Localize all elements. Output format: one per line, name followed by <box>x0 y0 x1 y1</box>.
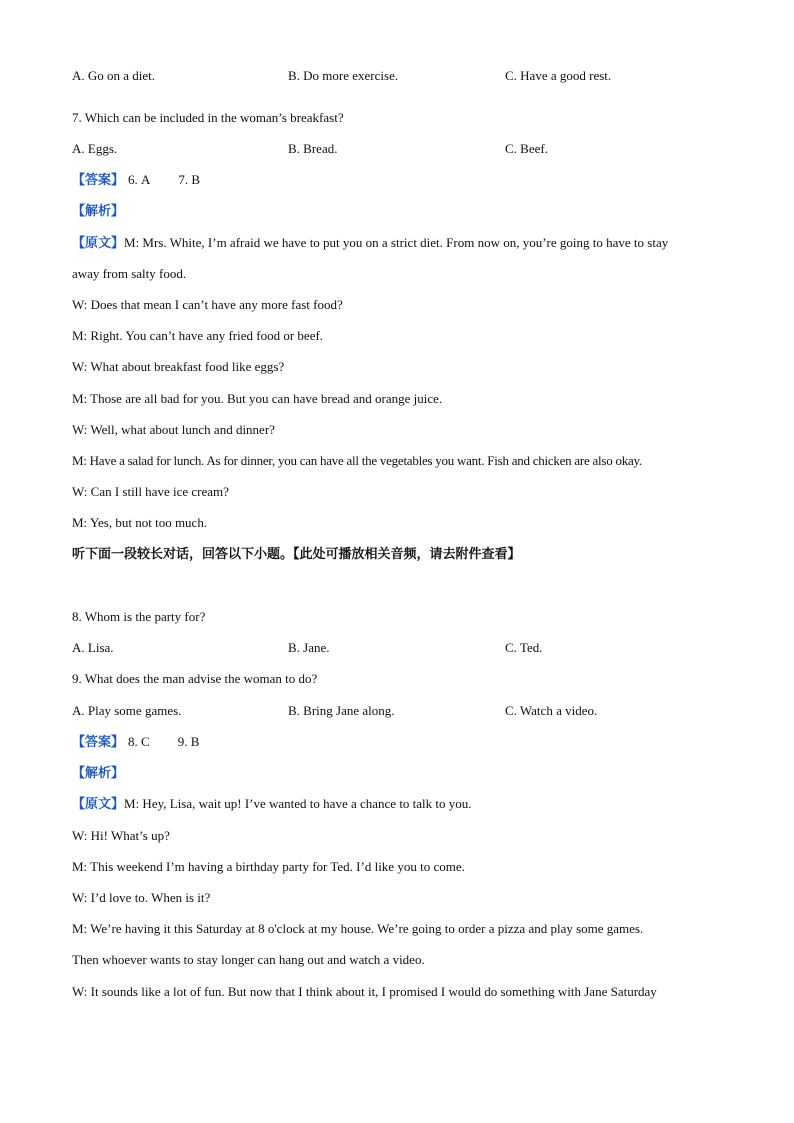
q9-option-b: B. Bring Jane along. <box>288 703 395 718</box>
q9-option-c: C. Watch a video. <box>505 703 598 718</box>
transcript1-line-1: away from salty food. <box>72 266 187 281</box>
transcript2-line-3: W: I’d love to. When is it? <box>72 890 211 905</box>
answer-label: 【答案】 <box>72 735 125 750</box>
q7-option-c: C. Beef. <box>505 141 548 156</box>
answer-label: 【答案】 <box>72 173 125 188</box>
answer-9: 9. B <box>177 734 200 749</box>
q7-option-a: A. Eggs. <box>72 141 118 156</box>
transcript1-line-0 <box>72 234 668 253</box>
q9-question: 9. What does the man advise the woman to do? <box>72 671 318 686</box>
listening-instruction: 听下面一段较长对话，回答以下小题。【此处可播放相关音频，请去附件查看】 <box>72 547 521 562</box>
transcript2-line-5: Then whoever wants to stay longer can hang out and watch a video. <box>72 952 425 967</box>
answer-8: 8. C <box>128 734 150 749</box>
transcript1-line-7: M: Have a salad for lunch. As for dinner, you can have all the vegetables you want. Fish and chicken are also okay. <box>72 453 642 468</box>
analysis-line-1 <box>72 202 124 221</box>
transcript1-text-0: M: Mrs. White, I’m afraid we have to put you on a strict diet. From now on, you’re going to have to stay <box>124 235 669 250</box>
q8-option-b: B. Jane. <box>288 640 330 655</box>
transcript-label: 【原文】 <box>72 236 125 251</box>
analysis-label: 【解析】 <box>72 766 125 781</box>
transcript2-line-1: W: Hi! What’s up? <box>72 828 170 843</box>
analysis-line-2 <box>72 764 124 783</box>
transcript2-line-2: M: This weekend I’m having a birthday party for Ted. I’d like you to come. <box>72 859 465 874</box>
analysis-label: 【解析】 <box>72 204 125 219</box>
q8-question: 8. Whom is the party for? <box>72 609 206 624</box>
q6-option-c: C. Have a good rest. <box>505 68 612 83</box>
answer-line-2 <box>72 733 199 752</box>
q8-option-a: A. Lisa. <box>72 640 114 655</box>
transcript1-line-3: M: Right. You can’t have any fried food or beef. <box>72 328 324 343</box>
transcript2-line-0 <box>72 795 472 814</box>
transcript1-line-2: W: Does that mean I can’t have any more fast food? <box>72 297 343 312</box>
transcript1-line-9: M: Yes, but not too much. <box>72 515 208 530</box>
q7-question: 7. Which can be included in the woman’s breakfast? <box>72 110 344 125</box>
answer-line-1 <box>72 171 200 190</box>
transcript1-line-6: W: Well, what about lunch and dinner? <box>72 422 275 437</box>
transcript2-line-4: M: We’re having it this Saturday at 8 o'clock at my house. We’re going to order a pizza and play some games. <box>72 921 644 936</box>
transcript1-line-4: W: What about breakfast food like eggs? <box>72 359 285 374</box>
q6-option-b: B. Do more exercise. <box>288 68 399 83</box>
q8-option-c: C. Ted. <box>505 640 543 655</box>
transcript1-line-5: M: Those are all bad for you. But you can have bread and orange juice. <box>72 391 443 406</box>
transcript2-line-6: W: It sounds like a lot of fun. But now that I think about it, I promised I would do something with Jane Saturday <box>72 984 657 999</box>
q7-option-b: B. Bread. <box>288 141 338 156</box>
answer-6: 6. A <box>128 172 151 187</box>
answer-7: 7. B <box>178 172 201 187</box>
q9-option-a: A. Play some games. <box>72 703 182 718</box>
transcript-label: 【原文】 <box>72 797 125 812</box>
q6-option-a: A. Go on a diet. <box>72 68 156 83</box>
transcript1-line-8: W: Can I still have ice cream? <box>72 484 229 499</box>
transcript2-text-0: M: Hey, Lisa, wait up! I’ve wanted to have a chance to talk to you. <box>124 796 472 811</box>
